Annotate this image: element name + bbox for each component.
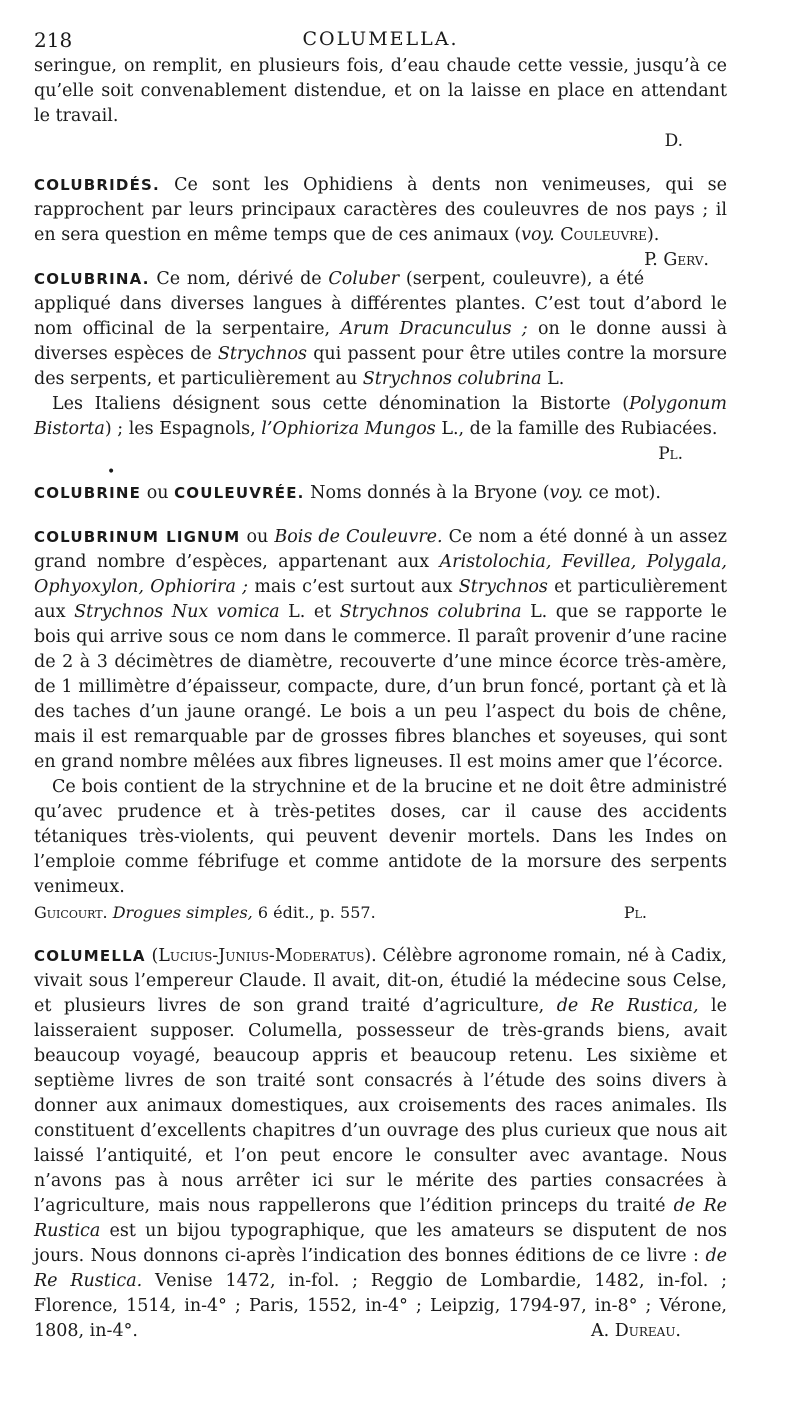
entry-text: est un bijou typographique, que les amateurs se disputent de nos jours. Nous donnons ci-après l’indication des bonnes éditions de ce livre : xyxy=(34,1221,727,1266)
entry-text: ou xyxy=(240,527,275,547)
taxon-name: Coluber xyxy=(328,269,400,289)
signature: P. Gerv. xyxy=(644,250,709,270)
entry-text: Ce nom a été donné à un assez grand nombre d’espèces, appartenant aux xyxy=(34,527,727,572)
entry-text: L. et xyxy=(279,602,340,622)
entry-text: Célèbre agronome romain, né à Cadix, vivait sous l’empereur Claude. Il avait, dit-on, étudié la médecine sous Celse, et plusieurs livres de son grand traité d’agriculture, xyxy=(34,946,727,1016)
reference-author: Guicourt. xyxy=(34,903,108,922)
signature: Pl. xyxy=(623,903,647,922)
reference-text xyxy=(34,900,376,925)
entry-text: ). xyxy=(646,225,660,245)
headword: COLUBRINA. xyxy=(34,270,150,288)
signature-d: D. xyxy=(664,131,683,151)
entry-text: Noms donnés à la Bryone ( xyxy=(304,483,550,503)
entry-colubrine xyxy=(34,481,727,506)
entry-text: ce mot). xyxy=(583,483,661,503)
reference-title: Drogues simples, xyxy=(112,903,253,922)
headword: COLUBRIDÉS. xyxy=(34,176,160,194)
dictionary-page xyxy=(34,22,727,1344)
work-title: de Re Rustica. xyxy=(34,1246,727,1291)
bibliographic-reference xyxy=(34,900,727,925)
cross-reference: Couleuvre xyxy=(554,225,647,245)
entry-text: Ce bois contient de la strychnine et de la brucine et ne doit être administré qu’avec prudence et à très-petites doses, car il cause des accidents tétaniques très-violents, qui peuvent devenir mortels. Dans les Indes on l’emploie comme fébrifuge et comme antidote de la morsure des serpents venimeux. xyxy=(34,777,727,897)
reference-details: 6 édit., p. 557. xyxy=(252,903,376,922)
entry-text: L., de la famille des Rubiacées. xyxy=(435,419,718,439)
signature: Pl. xyxy=(658,444,683,464)
signature: A. Dureau. xyxy=(590,1321,681,1341)
taxon-name: Strychnos xyxy=(217,344,308,364)
entry-text: Ce sont les Ophidiens à dents non venimeuses, qui se rapprochent par leurs principaux caractères des couleuvres de nos pays ; il en sera question en même temps que de ces animaux ( xyxy=(34,175,727,245)
running-title: COLUMELLA. xyxy=(302,28,459,50)
entry-colubrinum-p2 xyxy=(34,775,727,900)
entry-text: L. xyxy=(541,369,565,389)
work-title: de Re Rustica xyxy=(34,1196,727,1241)
taxon-name: Strychnos colubrina xyxy=(362,369,542,389)
entry-colubrina-p2 xyxy=(34,392,727,479)
entry-columella xyxy=(34,944,727,1344)
page-number: 218 xyxy=(34,28,73,52)
entry-text: ) ; les Espagnols, xyxy=(104,419,262,439)
entry-colubrina xyxy=(34,267,727,392)
entry-text: on le donne aussi à diverses espèces de xyxy=(34,319,728,364)
entry-text: Venise 1472, in-fol. ; Reggio de Lombardie, 1482, in-fol. ; Florence, 1514, in-4° ; Paris, 1552, in-4° ; Leipzig, 1794-97, in-8° ; Vérone, 1808, in-4°. xyxy=(34,1271,728,1341)
headword-alt: COULEUVRÉE. xyxy=(174,484,305,502)
entry-text: mais c’est surtout aux xyxy=(248,577,459,597)
taxon-name: Strychnos xyxy=(458,577,548,597)
continuation-text: seringue, on remplit, en plusieurs fois, d’eau chaude cette vessie, jusqu’à ce qu’elle soit convenablement distendue, et on la laisse en place en attendant le travail. xyxy=(34,56,727,126)
page-header xyxy=(34,22,727,54)
voy-abbrev: voy. xyxy=(549,483,584,503)
article-continuation xyxy=(34,54,727,154)
entry-text: le laisseraient supposer. Columella, possesseur de très-grands biens, avait beaucoup voyagé, beaucoup appris et beaucoup retenu. Les sixième et septième livres de son traité sont consacrés à l’étude des soins divers à donner aux animaux domestiques, aux croisements des races animales. Ils constituent d’excellents chapitres d’un ouvrage des plus curieux que nous ait laissé l’antiquité, et l’on peut encore le consulter avec avantage. Nous n’avons pas à nous arrêter ici sur le mérite des parties consacrées à l’agriculture, mais nous rappellerons que l’édition princeps du traité xyxy=(34,996,727,1216)
headword: COLUBRINE xyxy=(34,484,142,502)
entry-colubrinum-lignum xyxy=(34,525,727,775)
entry-colubrides xyxy=(34,173,727,270)
entry-text: et particulièrement aux xyxy=(34,577,727,622)
taxon-name: Strychnos colubrina xyxy=(339,602,522,622)
voy-abbrev: voy. xyxy=(521,225,555,245)
entry-text: Les Italiens désignent sous cette dénomination la Bistorte ( xyxy=(52,394,630,414)
taxon-list: Aristolochia, Fevillea, Polygala, Ophyoxylon, Ophiorira ; xyxy=(34,552,727,597)
taxon-name: Strychnos Nux vomica xyxy=(74,602,280,622)
common-name: Bois de Couleuvre. xyxy=(274,527,443,547)
entry-text: (serpent, couleuvre), a été appliqué dans diverses langues à différentes plantes. C’est tout d’abord le nom officinal de la serpentaire, xyxy=(34,269,727,339)
entry-text: qui passent pour être utiles contre la morsure des serpents, et particulièrement au xyxy=(34,344,727,389)
taxon-name: l’Ophioriza Mungos xyxy=(261,419,436,439)
full-name: (Lucius-Junius-Moderatus). xyxy=(145,946,377,966)
entry-text: ou xyxy=(141,483,175,503)
taxon-name: Polygonum Bistorta xyxy=(34,394,727,439)
entry-text: Ce nom, dérivé de xyxy=(149,269,329,289)
work-title: de Re Rustica, xyxy=(556,996,699,1016)
headword: COLUMELLA xyxy=(34,947,146,965)
entry-text: L. que se rapporte le bois qui arrive sous ce nom dans le commerce. Il paraît provenir d’une racine de 2 à 3 décimètres de diamètre, recouverte d’une mince écorce très-amère, de 1 millimètre d’épaisseur, compacte, dure, d’un brun foncé, portant çà et là des taches d’un jaune orangé. Le bois a un peu l’aspect du bois de chêne, mais il est remarquable par de grosses fibres blanches et soyeuses, qui sont en grand nombre mêlées aux fibres ligneuses. Il est moins amer que l’écorce. xyxy=(34,602,727,772)
headword: COLUBRINUM LIGNUM xyxy=(34,528,241,546)
taxon-name: Arum Dracunculus ; xyxy=(340,319,528,339)
separator-dot: • xyxy=(107,464,116,480)
